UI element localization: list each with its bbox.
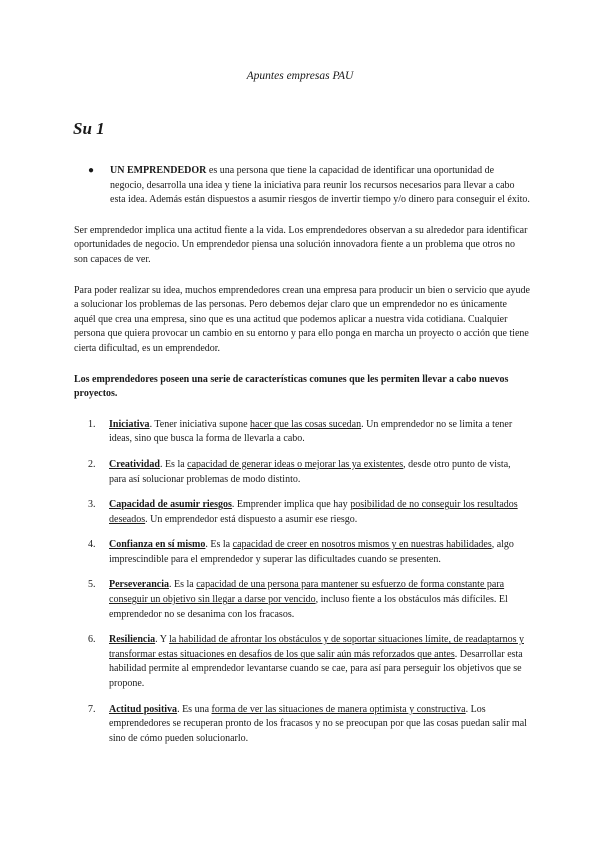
bullet-term: UN EMPRENDEDOR	[110, 165, 207, 176]
document-header: Apuntes empresas PAU	[246, 70, 354, 82]
item-text-b: . Un emprendedor no se limita a tener ideas, sino que busca la forma de llevarla a cabo.	[109, 418, 513, 445]
list-number: 1.	[88, 418, 96, 430]
list-item-text	[109, 418, 530, 447]
list-item	[88, 703, 530, 747]
item-term: Actitud positiva	[109, 703, 178, 715]
paragraph: Para poder realizar su idea, muchos emprendedores crean una empresa para producir un bien o servicio que ayude a solucionar los problemas de las personas. Pero debemos dejar claro que un emprendedor no es únicamente aquél que crea una empresa, sino que es una actitud que podemos aplicar a nuestra vida cotidiana. Cualquier persona que quiera provocar un cambio en su entorno y para ello ponga en marcha un proyecto o acción que tiene cierta dificultad, es un emprendedor.	[74, 284, 530, 354]
list-item-text	[109, 498, 530, 527]
list-item-text	[109, 703, 530, 747]
item-underlined: forma de ver las situaciones de manera optimista y constructiva	[211, 703, 466, 715]
item-text-a: . Es una	[177, 703, 212, 715]
item-underlined: la habilidad de afrontar los obstáculos y de soportar situaciones límite, de readaptarnos y transformar estas situaciones en desafíos de los que salir aún más reforzados que antes	[109, 634, 524, 660]
item-text-a: . Tener iniciativa supone	[149, 418, 251, 430]
item-text-b: . Un emprendedor está dispuesto a asumir ese riesgo.	[145, 513, 358, 525]
list-item-text	[109, 538, 530, 567]
item-term: Creatividad	[109, 458, 160, 470]
list-number: 6.	[88, 634, 96, 646]
bullet-item	[88, 164, 530, 208]
item-text-b: , algo imprescindible para el emprendedor y superar las dificultades cuando se presenten.	[109, 539, 514, 565]
numbered-list	[74, 418, 530, 747]
subheading: Los emprendedores poseen una serie de características comunes que les permiten llevar a cabo nuevos proyectos.	[74, 373, 509, 400]
item-text-a: . Es la	[159, 458, 188, 470]
item-text-a: . Es la	[168, 579, 197, 591]
list-number: 3.	[88, 499, 96, 511]
list-number: 2.	[88, 458, 96, 470]
item-term: Capacidad de asumir riesgos	[109, 499, 232, 511]
item-text-b: , desde otro punto de vista, para así solucionar problemas de modo distinto.	[109, 458, 511, 485]
item-underlined: capacidad de creer en nosotros mismos y en nuestras habilidades	[232, 539, 492, 551]
list-number: 7.	[88, 703, 96, 715]
item-term: Confianza en sí mismo	[109, 539, 206, 551]
item-term: Perseverancia	[109, 579, 169, 591]
item-text-a: . Y	[155, 634, 170, 646]
paragraph: Ser emprendedor implica una actitud fiente a la vida. Los emprendedores observan a su alrededor para identificar oportunidades de negocio. Un emprendedor piensa una solución innovadora fiente a un problema que otros no son capaces de ver.	[74, 224, 528, 265]
item-text-b: . Desarrollar esta habilidad permite al emprendedor levantarse cuando se cae, para así para perseguir los objetivos que se propone.	[109, 648, 523, 690]
item-underlined: capacidad de generar ideas o mejorar las ya existentes	[187, 458, 404, 470]
item-underlined: hacer que las cosas sucedan	[250, 418, 362, 430]
item-term: Iniciativa	[109, 418, 150, 430]
item-text-b: . Los emprendedores se recuperan pronto de los fracasos y no se preocupan por que las cosas puedan salir mal sino de cómo pueden solucionarlo.	[109, 703, 527, 744]
list-number: 4.	[88, 539, 96, 551]
item-underlined: posibilidad de no conseguir los resultados deseados	[109, 499, 518, 525]
list-item-text	[109, 458, 530, 487]
item-text-b: , incluso fiente a los obstáculos más difíciles. El emprendedor no se desanima con los fracasos.	[109, 594, 508, 620]
list-item	[88, 633, 530, 691]
list-item	[88, 498, 530, 527]
list-item-text	[109, 633, 530, 691]
list-item-text	[109, 578, 530, 622]
section-title: Su 1	[73, 119, 105, 138]
bullet-dot-icon: ●	[88, 165, 95, 176]
list-item	[88, 538, 530, 567]
list-item	[88, 578, 530, 622]
item-underlined: capacidad de una persona para mantener su esfuerzo de forma constante para conseguir un objetivo sin llegar a darse por vencido	[109, 579, 505, 606]
bullet-text	[110, 164, 530, 208]
list-number: 5.	[88, 579, 96, 591]
item-text-a: . Emprender implica que hay	[231, 499, 351, 511]
bullet-definition: es una persona que tiene la capacidad de identificar una oportunidad de negocio, desarrolla una idea y tiene la iniciativa para reunir los recursos necesarios para llevar a cabo esta idea. Además están dispuestos a asumir riesgos de invertir tiempo y/o dinero para conseguir el éxito.	[110, 165, 530, 206]
item-text-a: . Es la	[205, 539, 233, 551]
item-term: Resiliencia	[109, 634, 156, 646]
list-item	[88, 458, 530, 487]
list-item	[88, 418, 530, 447]
document-body	[74, 164, 530, 757]
